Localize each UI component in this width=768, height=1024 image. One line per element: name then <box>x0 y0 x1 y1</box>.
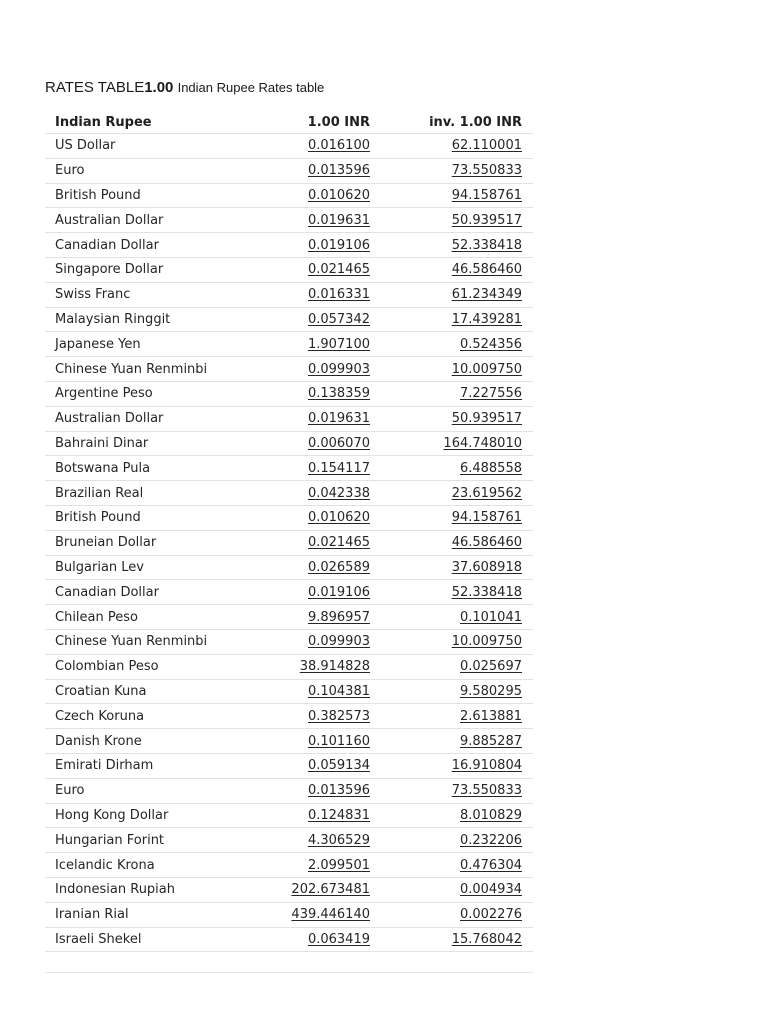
rate-link[interactable]: 38.914828 <box>299 659 370 675</box>
inverse-rate-cell <box>381 134 533 159</box>
inverse-rate-link[interactable]: 0.002276 <box>459 907 522 923</box>
rate-cell <box>273 456 381 481</box>
rate-cell <box>273 406 381 431</box>
column-header-rate: 1.00 INR <box>273 111 381 134</box>
base-amount: 1.00 <box>144 79 174 96</box>
rate-cell <box>273 134 381 159</box>
rate-cell <box>273 530 381 555</box>
rate-link[interactable]: 0.154117 <box>307 460 370 476</box>
inverse-rate-cell <box>381 183 533 208</box>
rate-link[interactable]: 0.021465 <box>307 262 370 278</box>
inverse-rate-cell <box>381 704 533 729</box>
table-row <box>45 753 533 778</box>
rate-link[interactable]: 9.896957 <box>307 609 370 625</box>
currency-name: Icelandic Krona <box>45 853 273 878</box>
inverse-rate-cell <box>381 927 533 952</box>
currency-name: Brazilian Real <box>45 481 273 506</box>
rate-link[interactable]: 0.019631 <box>307 212 370 228</box>
column-header-inverse: inv. 1.00 INR <box>381 111 533 134</box>
rate-cell <box>273 357 381 382</box>
rate-cell <box>273 555 381 580</box>
rate-cell <box>273 828 381 853</box>
inverse-rate-cell <box>381 853 533 878</box>
rate-cell <box>273 431 381 456</box>
rate-link[interactable]: 0.019106 <box>307 237 370 253</box>
inverse-rate-link[interactable]: 15.768042 <box>451 931 522 947</box>
inverse-rate-link[interactable]: 16.910804 <box>451 758 522 774</box>
rates-table-header <box>45 111 533 134</box>
rate-cell <box>273 208 381 233</box>
rate-cell <box>273 753 381 778</box>
rates-table <box>45 111 533 952</box>
inverse-rate-cell <box>381 456 533 481</box>
table-row <box>45 729 533 754</box>
rate-link[interactable]: 0.010620 <box>307 187 370 203</box>
inverse-rate-cell <box>381 778 533 803</box>
page-title: RATES TABLE <box>45 79 145 96</box>
currency-name: Czech Koruna <box>45 704 273 729</box>
rate-cell <box>273 704 381 729</box>
inverse-rate-cell <box>381 307 533 332</box>
rate-cell <box>273 580 381 605</box>
inverse-rate-cell <box>381 877 533 902</box>
rate-link[interactable]: 0.026589 <box>307 559 370 575</box>
table-row <box>45 307 533 332</box>
rate-link[interactable]: 2.099501 <box>307 857 370 873</box>
inverse-rate-cell <box>381 729 533 754</box>
inverse-rate-link[interactable]: 46.586460 <box>451 535 522 551</box>
inverse-rate-cell <box>381 679 533 704</box>
inverse-rate-link[interactable]: 0.101041 <box>459 609 522 625</box>
currency-name: Chinese Yuan Renminbi <box>45 629 273 654</box>
rate-link[interactable]: 0.010620 <box>307 510 370 526</box>
currency-name: Bahraini Dinar <box>45 431 273 456</box>
table-row <box>45 927 533 952</box>
rate-cell <box>273 778 381 803</box>
rate-link[interactable]: 0.063419 <box>307 931 370 947</box>
inverse-rate-link[interactable]: 73.550833 <box>451 163 522 179</box>
rates-table-body <box>45 134 533 952</box>
page-subtitle: Indian Rupee Rates table <box>177 80 325 95</box>
rate-cell <box>273 183 381 208</box>
inverse-rate-cell <box>381 158 533 183</box>
rate-cell <box>273 629 381 654</box>
currency-name: Israeli Shekel <box>45 927 273 952</box>
rate-cell <box>273 853 381 878</box>
table-row <box>45 828 533 853</box>
page-heading <box>45 78 533 98</box>
rate-cell <box>273 332 381 357</box>
inverse-rate-cell <box>381 481 533 506</box>
currency-name: Iranian Rial <box>45 902 273 927</box>
rate-cell <box>273 481 381 506</box>
rate-link[interactable]: 4.306529 <box>307 832 370 848</box>
inverse-rate-link[interactable]: 52.338418 <box>451 237 522 253</box>
table-row <box>45 158 533 183</box>
rate-link[interactable]: 0.059134 <box>307 758 370 774</box>
rate-cell <box>273 233 381 258</box>
inverse-rate-link[interactable]: 7.227556 <box>459 386 522 402</box>
inverse-rate-cell <box>381 233 533 258</box>
inverse-rate-link[interactable]: 10.009750 <box>451 361 522 377</box>
inverse-rate-link[interactable]: 50.939517 <box>451 212 522 228</box>
rate-cell <box>273 803 381 828</box>
rate-link[interactable]: 0.013596 <box>307 783 370 799</box>
rate-link[interactable]: 0.104381 <box>307 683 370 699</box>
table-row <box>45 778 533 803</box>
rate-link[interactable]: 439.446140 <box>291 907 370 923</box>
table-row <box>45 803 533 828</box>
rate-cell <box>273 605 381 630</box>
table-row <box>45 555 533 580</box>
rate-link[interactable]: 0.057342 <box>307 311 370 327</box>
table-row <box>45 704 533 729</box>
table-row <box>45 629 533 654</box>
inverse-rate-link[interactable]: 46.586460 <box>451 262 522 278</box>
currency-name: Emirati Dirham <box>45 753 273 778</box>
rate-link[interactable]: 0.382573 <box>307 708 370 724</box>
table-row <box>45 183 533 208</box>
inverse-rate-cell <box>381 555 533 580</box>
rate-link[interactable]: 0.013596 <box>307 163 370 179</box>
inverse-rate-cell <box>381 530 533 555</box>
rate-cell <box>273 877 381 902</box>
rate-link[interactable]: 0.016100 <box>307 138 370 154</box>
inverse-rate-cell <box>381 257 533 282</box>
currency-name: Australian Dollar <box>45 406 273 431</box>
table-row <box>45 406 533 431</box>
table-row <box>45 233 533 258</box>
rate-cell <box>273 381 381 406</box>
rate-link[interactable]: 0.138359 <box>307 386 370 402</box>
inverse-rate-cell <box>381 282 533 307</box>
table-row <box>45 481 533 506</box>
rate-cell <box>273 307 381 332</box>
table-row <box>45 605 533 630</box>
table-row <box>45 580 533 605</box>
currency-name: Australian Dollar <box>45 208 273 233</box>
rate-link[interactable]: 0.099903 <box>307 634 370 650</box>
inverse-rate-link[interactable]: 37.608918 <box>451 559 522 575</box>
rate-link[interactable]: 0.019106 <box>307 584 370 600</box>
inverse-rate-link[interactable]: 164.748010 <box>443 435 522 451</box>
rates-page <box>45 78 533 947</box>
inverse-rate-link[interactable]: 2.613881 <box>459 708 522 724</box>
inverse-rate-cell <box>381 580 533 605</box>
inverse-rate-cell <box>381 902 533 927</box>
table-row <box>45 877 533 902</box>
currency-name: British Pound <box>45 183 273 208</box>
currency-name: Hong Kong Dollar <box>45 803 273 828</box>
table-row <box>45 208 533 233</box>
rate-link[interactable]: 0.099903 <box>307 361 370 377</box>
bottom-divider <box>45 972 533 973</box>
inverse-rate-link[interactable]: 94.158761 <box>451 510 522 526</box>
header-row <box>45 111 533 134</box>
currency-name: Swiss Franc <box>45 282 273 307</box>
rate-link[interactable]: 202.673481 <box>291 882 370 898</box>
rate-link[interactable]: 0.021465 <box>307 535 370 551</box>
currency-name: Canadian Dollar <box>45 233 273 258</box>
rate-cell <box>273 679 381 704</box>
currency-name: Chilean Peso <box>45 605 273 630</box>
inverse-rate-cell <box>381 505 533 530</box>
inverse-rate-link[interactable]: 8.010829 <box>459 807 522 823</box>
inverse-rate-link[interactable]: 0.232206 <box>459 832 522 848</box>
inverse-rate-cell <box>381 357 533 382</box>
table-row <box>45 679 533 704</box>
currency-name: Malaysian Ringgit <box>45 307 273 332</box>
inverse-rate-link[interactable]: 73.550833 <box>451 783 522 799</box>
rate-cell <box>273 902 381 927</box>
table-row <box>45 357 533 382</box>
inverse-rate-cell <box>381 431 533 456</box>
inverse-rate-link[interactable]: 61.234349 <box>451 287 522 303</box>
inverse-rate-link[interactable]: 94.158761 <box>451 187 522 203</box>
inverse-rate-link[interactable]: 0.476304 <box>459 857 522 873</box>
table-row <box>45 431 533 456</box>
inverse-rate-cell <box>381 605 533 630</box>
rate-link[interactable]: 0.124831 <box>307 807 370 823</box>
inverse-rate-cell <box>381 654 533 679</box>
table-row <box>45 654 533 679</box>
table-row <box>45 456 533 481</box>
inverse-rate-cell <box>381 332 533 357</box>
table-row <box>45 282 533 307</box>
currency-name: Colombian Peso <box>45 654 273 679</box>
currency-name: Bruneian Dollar <box>45 530 273 555</box>
rate-cell <box>273 158 381 183</box>
currency-name: Euro <box>45 778 273 803</box>
rate-cell <box>273 282 381 307</box>
currency-name: Hungarian Forint <box>45 828 273 853</box>
inverse-rate-cell <box>381 753 533 778</box>
table-row <box>45 505 533 530</box>
table-row <box>45 134 533 159</box>
inverse-rate-cell <box>381 208 533 233</box>
rate-link[interactable]: 1.907100 <box>307 336 370 352</box>
inverse-rate-link[interactable]: 10.009750 <box>451 634 522 650</box>
currency-name: Croatian Kuna <box>45 679 273 704</box>
table-row <box>45 381 533 406</box>
inverse-rate-cell <box>381 406 533 431</box>
currency-name: Canadian Dollar <box>45 580 273 605</box>
inverse-rate-link[interactable]: 50.939517 <box>451 411 522 427</box>
inverse-rate-cell <box>381 381 533 406</box>
inverse-rate-link[interactable]: 0.004934 <box>459 882 522 898</box>
column-header-currency: Indian Rupee <box>45 111 273 134</box>
table-row <box>45 257 533 282</box>
inverse-rate-cell <box>381 629 533 654</box>
table-row <box>45 902 533 927</box>
currency-name: US Dollar <box>45 134 273 159</box>
currency-name: British Pound <box>45 505 273 530</box>
inverse-rate-link[interactable]: 0.524356 <box>459 336 522 352</box>
currency-name: Indonesian Rupiah <box>45 877 273 902</box>
currency-name: Euro <box>45 158 273 183</box>
inverse-rate-link[interactable]: 9.885287 <box>459 733 522 749</box>
inverse-rate-link[interactable]: 6.488558 <box>459 460 522 476</box>
currency-name: Bulgarian Lev <box>45 555 273 580</box>
inverse-rate-link[interactable]: 52.338418 <box>451 584 522 600</box>
inverse-rate-link[interactable]: 23.619562 <box>451 485 522 501</box>
rate-link[interactable]: 0.019631 <box>307 411 370 427</box>
inverse-rate-link[interactable]: 9.580295 <box>459 683 522 699</box>
rate-link[interactable]: 0.042338 <box>307 485 370 501</box>
currency-name: Argentine Peso <box>45 381 273 406</box>
inverse-rate-link[interactable]: 17.439281 <box>451 311 522 327</box>
inverse-rate-link[interactable]: 62.110001 <box>451 138 522 154</box>
table-row <box>45 332 533 357</box>
rate-cell <box>273 927 381 952</box>
currency-name: Chinese Yuan Renminbi <box>45 357 273 382</box>
rate-cell <box>273 654 381 679</box>
rate-link[interactable]: 0.016331 <box>307 287 370 303</box>
currency-name: Danish Krone <box>45 729 273 754</box>
inverse-rate-cell <box>381 803 533 828</box>
rate-link[interactable]: 0.006070 <box>307 435 370 451</box>
rate-cell <box>273 729 381 754</box>
rate-cell <box>273 505 381 530</box>
currency-name: Singapore Dollar <box>45 257 273 282</box>
table-row <box>45 530 533 555</box>
rate-link[interactable]: 0.101160 <box>307 733 370 749</box>
currency-name: Botswana Pula <box>45 456 273 481</box>
inverse-rate-cell <box>381 828 533 853</box>
rate-cell <box>273 257 381 282</box>
table-row <box>45 853 533 878</box>
inverse-rate-link[interactable]: 0.025697 <box>459 659 522 675</box>
currency-name: Japanese Yen <box>45 332 273 357</box>
